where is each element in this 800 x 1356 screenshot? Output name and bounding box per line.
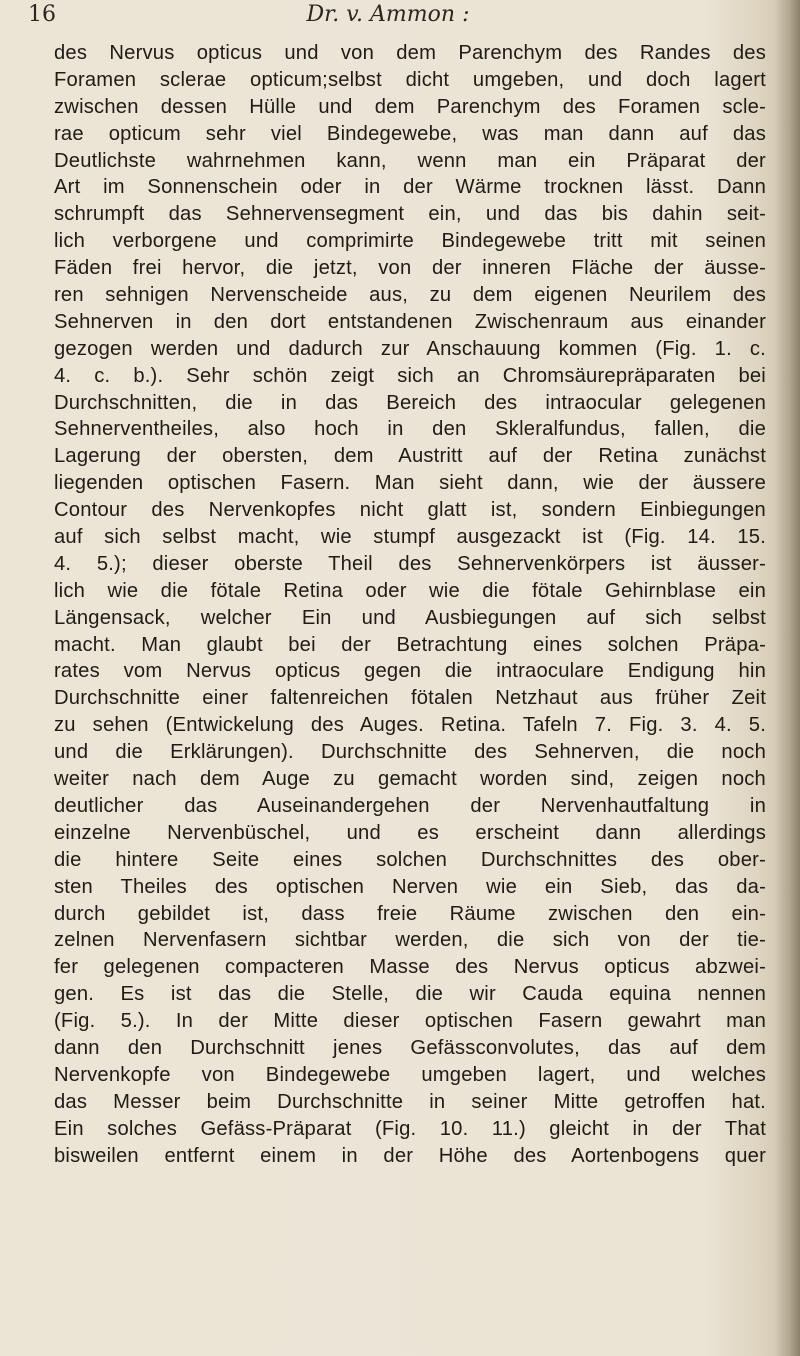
text-line: durch gebildet ist, dass freie Räume zwischen den ein- — [54, 902, 766, 925]
text-line: gezogen werden und dadurch zur Anschauung kommen (Fig. 1. c. — [54, 337, 766, 360]
text-line: das Messer beim Durchschnitte in seiner Mitte getroffen hat. — [54, 1090, 766, 1113]
text-line: die hintere Seite eines solchen Durchschnittes des ober- — [54, 848, 766, 871]
text-line: deutlicher das Auseinandergehen der Nervenhautfaltung in — [54, 794, 766, 817]
text-line: schrumpft das Sehnervensegment ein, und das bis dahin seit- — [54, 203, 766, 226]
text-line: des Nervus opticus und von dem Parenchym des Randes des — [54, 42, 766, 64]
text-line: (Fig. 5.). In der Mitte dieser optischen Fasern gewahrt man — [54, 1010, 766, 1033]
text-line: zelnen Nervenfasern sichtbar werden, die sich von der tie- — [54, 929, 766, 952]
text-line: und die Erklärungen). Durchschnitte des Sehnerven, die noch — [54, 741, 766, 764]
text-line: Nervenkopfe von Bindegewebe umgeben lagert, und welches — [54, 1063, 766, 1086]
body-text — [54, 40, 766, 1169]
text-line: rates vom Nervus opticus gegen die intraoculare Endigung hin — [54, 660, 766, 683]
text-line: bisweilen entfernt einem in der Höhe des Aortenbogens quer — [54, 1144, 766, 1167]
text-line: Sehnerventheiles, also hoch in den Skleralfundus, fallen, die — [54, 418, 766, 441]
text-line: dann den Durchschnitt jenes Gefässconvolutes, das auf dem — [54, 1036, 766, 1059]
text-line: weiter nach dem Auge zu gemacht worden sind, zeigen noch — [54, 768, 766, 791]
text-line: Deutlichste wahrnehmen kann, wenn man ein Präparat der — [54, 149, 766, 172]
text-line: Sehnerven in den dort entstandenen Zwischenraum aus einander — [54, 310, 766, 333]
page-header — [28, 2, 748, 36]
text-line: einzelne Nervenbüschel, und es erscheint dann allerdings — [54, 821, 766, 844]
text-line: Längensack, welcher Ein und Ausbiegungen auf sich selbst — [54, 606, 766, 629]
running-title: Dr. v. Ammon : — [306, 2, 470, 27]
text-line: sten Theiles des optischen Nerven wie ein Sieb, das da- — [54, 875, 766, 898]
text-line: zwischen dessen Hülle und dem Parenchym des Foramen scle- — [54, 95, 766, 118]
text-line: 4. 5.); dieser oberste Theil des Sehnervenkörpers ist äusser- — [54, 552, 766, 575]
text-line: fer gelegenen compacteren Masse des Nervus opticus abzwei- — [54, 956, 766, 979]
text-line: macht. Man glaubt bei der Betrachtung eines solchen Präpa- — [54, 633, 766, 656]
text-line: Contour des Nervenkopfes nicht glatt ist, sondern Einbiegungen — [54, 499, 766, 522]
page-edge-shadow — [774, 0, 800, 1356]
text-line: Durchschnitte einer faltenreichen fötalen Netzhaut aus früher Zeit — [54, 687, 766, 710]
text-line: Art im Sonnenschein oder in der Wärme trocknen lässt. Dann — [54, 176, 766, 199]
text-line: liegenden optischen Fasern. Man sieht dann, wie der äussere — [54, 472, 766, 495]
text-line: Fäden frei hervor, die jetzt, von der inneren Fläche der äusse- — [54, 257, 766, 280]
text-line: rae opticum sehr viel Bindegewebe, was man dann auf das — [54, 122, 766, 145]
text-line: lich wie die fötale Retina oder wie die fötale Gehirnblase ein — [54, 579, 766, 602]
text-line: Lagerung der obersten, dem Austritt auf der Retina zunächst — [54, 445, 766, 468]
text-line: lich verborgene und comprimirte Bindegewebe tritt mit seinen — [54, 230, 766, 253]
text-line: zu sehen (Entwickelung des Auges. Retina. Tafeln 7. Fig. 3. 4. 5. — [54, 714, 766, 737]
text-line: Durchschnitten, die in das Bereich des intraocular gelegenen — [54, 391, 766, 414]
page-number: 16 — [28, 2, 56, 27]
text-line: gen. Es ist das die Stelle, die wir Cauda equina nennen — [54, 983, 766, 1006]
text-line: ren sehnigen Nervenscheide aus, zu dem eigenen Neurilem des — [54, 284, 766, 307]
text-line: Foramen sclerae opticum;selbst dicht umgeben, und doch lagert — [54, 68, 766, 91]
text-line: Ein solches Gefäss-Präparat (Fig. 10. 11.) gleicht in der That — [54, 1117, 766, 1140]
text-line: auf sich selbst macht, wie stumpf ausgezackt ist (Fig. 14. 15. — [54, 526, 766, 549]
text-line: 4. c. b.). Sehr schön zeigt sich an Chromsäurepräparaten bei — [54, 364, 766, 387]
